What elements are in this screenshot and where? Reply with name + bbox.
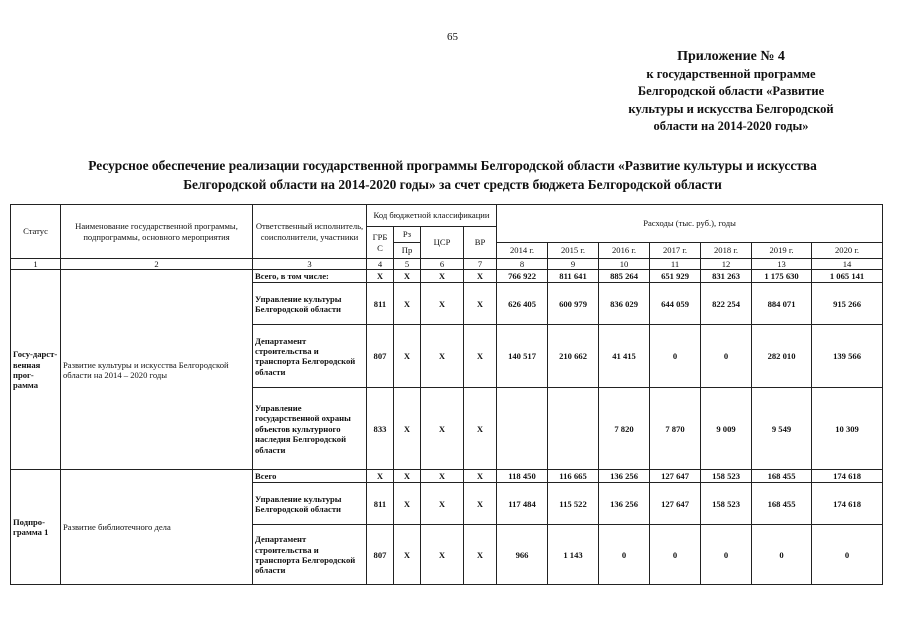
value-cell: 1 143 [548,525,599,585]
value-cell: 811 641 [548,270,599,283]
table-row [11,470,883,483]
responsible-cell: Всего [253,470,367,483]
appendix-line-1: Приложение № 4 [677,49,785,64]
rzpr-cell: Х [394,325,421,388]
resources-table [10,204,883,585]
col-number: 3 [253,259,367,270]
header-expenses: Расходы (тыс. руб.), годы [497,205,883,243]
header-responsible: Ответственный исполнитель, соисполнители, участники [253,205,367,259]
vr-cell: Х [464,388,497,470]
subprogram-name-cell: Развитие библиотечного дела [61,470,253,585]
value-cell: 41 415 [599,325,650,388]
vr-cell: Х [464,283,497,325]
col-number: 9 [548,259,599,270]
value-cell: 831 263 [701,270,752,283]
csr-cell: Х [421,388,464,470]
value-cell: 158 523 [701,483,752,525]
value-cell: 0 [650,325,701,388]
grbs-cell: 811 [367,483,394,525]
value-cell: 0 [701,325,752,388]
csr-cell: Х [421,270,464,283]
header-year-2016: 2016 г. [599,243,650,259]
document-title [20,156,885,194]
col-number: 11 [650,259,701,270]
value-cell: 168 455 [752,470,812,483]
title-line-2: Белгородской области на 2014-2020 годы» за счет средств бюджета Белгородской области [183,177,722,192]
grbs-cell: 807 [367,525,394,585]
vr-cell: Х [464,525,497,585]
value-cell: 127 647 [650,470,701,483]
rzpr-cell: Х [394,270,421,283]
value-cell: 168 455 [752,483,812,525]
header-pr: Пр [394,243,421,259]
csr-cell: Х [421,325,464,388]
header-status: Статус [11,205,61,259]
vr-cell: Х [464,270,497,283]
header-budget-code: Код бюджетной классификации [367,205,497,227]
value-cell: 966 [497,525,548,585]
status-cell: Госу-дарст-венная прог-рамма [11,270,61,470]
status-cell: Подпро-грамма 1 [11,470,61,585]
value-cell: 174 618 [812,483,883,525]
csr-cell: Х [421,525,464,585]
value-cell: 0 [701,525,752,585]
col-number: 5 [394,259,421,270]
value-cell: 127 647 [650,483,701,525]
value-cell: 139 566 [812,325,883,388]
col-number: 7 [464,259,497,270]
value-cell: 115 522 [548,483,599,525]
grbs-cell: 833 [367,388,394,470]
value-cell: 136 256 [599,470,650,483]
value-cell: 766 922 [497,270,548,283]
value-cell: 1 175 630 [752,270,812,283]
grbs-cell: Х [367,270,394,283]
value-cell: 210 662 [548,325,599,388]
responsible-cell: Управление культуры Белгородской области [253,283,367,325]
col-number: 12 [701,259,752,270]
grbs-cell: Х [367,470,394,483]
value-cell: 884 071 [752,283,812,325]
responsible-cell: Управление государственной охраны объектов культурного наследия Белгородской области [253,388,367,470]
value-cell: 651 929 [650,270,701,283]
rzpr-cell: Х [394,470,421,483]
appendix-line-3: Белгородской области «Развитие [637,84,825,98]
header-year-2014: 2014 г. [497,243,548,259]
col-number: 2 [61,259,253,270]
header-vr: ВР [464,227,497,259]
vr-cell: Х [464,325,497,388]
col-number: 4 [367,259,394,270]
value-cell: 118 450 [497,470,548,483]
responsible-cell: Управление культуры Белгородской области [253,483,367,525]
vr-cell: Х [464,483,497,525]
appendix-line-2: к государственной программе [646,66,816,81]
col-number: 14 [812,259,883,270]
rzpr-cell: Х [394,483,421,525]
appendix-block [600,48,862,136]
header-year-2020: 2020 г. [812,243,883,259]
value-cell [497,388,548,470]
value-cell: 0 [812,525,883,585]
value-cell: 885 264 [599,270,650,283]
value-cell: 1 065 141 [812,270,883,283]
appendix-line-5: области на 2014-2020 годы» [653,119,809,133]
col-number: 1 [11,259,61,270]
page-number: 65 [447,31,458,43]
value-cell: 0 [752,525,812,585]
value-cell: 644 059 [650,283,701,325]
responsible-cell: Департамент строительства и транспорта Белгородской области [253,525,367,585]
value-cell: 7 820 [599,388,650,470]
header-year-2019: 2019 г. [752,243,812,259]
title-line-1: Ресурсное обеспечение реализации государственной программы Белгородской области «Развитие культуры и искусства [88,158,817,173]
value-cell: 626 405 [497,283,548,325]
csr-cell: Х [421,470,464,483]
header-year-2015: 2015 г. [548,243,599,259]
value-cell: 10 309 [812,388,883,470]
value-cell [548,388,599,470]
header-rz: Рз [394,227,421,243]
rzpr-cell: Х [394,525,421,585]
value-cell: 9 549 [752,388,812,470]
responsible-cell: Департамент строительства и транспорта Белгородской области [253,325,367,388]
value-cell: 158 523 [701,470,752,483]
value-cell: 116 665 [548,470,599,483]
col-number: 10 [599,259,650,270]
value-cell: 822 254 [701,283,752,325]
csr-cell: Х [421,483,464,525]
value-cell: 136 256 [599,483,650,525]
grbs-cell: 811 [367,283,394,325]
value-cell: 600 979 [548,283,599,325]
value-cell: 282 010 [752,325,812,388]
rzpr-cell: Х [394,388,421,470]
appendix-line-4: культуры и искусства Белгородской [628,101,834,116]
value-cell: 174 618 [812,470,883,483]
header-year-2017: 2017 г. [650,243,701,259]
rzpr-cell: Х [394,283,421,325]
value-cell: 0 [650,525,701,585]
header-year-2018: 2018 г. [701,243,752,259]
col-number: 8 [497,259,548,270]
col-number: 13 [752,259,812,270]
value-cell: 9 009 [701,388,752,470]
col-number: 6 [421,259,464,270]
csr-cell: Х [421,283,464,325]
header-name: Наименование государственной программы, подпрограммы, основного мероприятия [61,205,253,259]
value-cell: 0 [599,525,650,585]
value-cell: 7 870 [650,388,701,470]
header-csr: ЦСР [421,227,464,259]
program-name-cell: Развитие культуры и искусства Белгородской области на 2014 – 2020 годы [61,270,253,470]
value-cell: 140 517 [497,325,548,388]
table-row [11,270,883,283]
vr-cell: Х [464,470,497,483]
value-cell: 117 484 [497,483,548,525]
value-cell: 836 029 [599,283,650,325]
value-cell: 915 266 [812,283,883,325]
grbs-cell: 807 [367,325,394,388]
header-grbs: ГРБ С [367,227,394,259]
responsible-cell: Всего, в том числе: [253,270,367,283]
